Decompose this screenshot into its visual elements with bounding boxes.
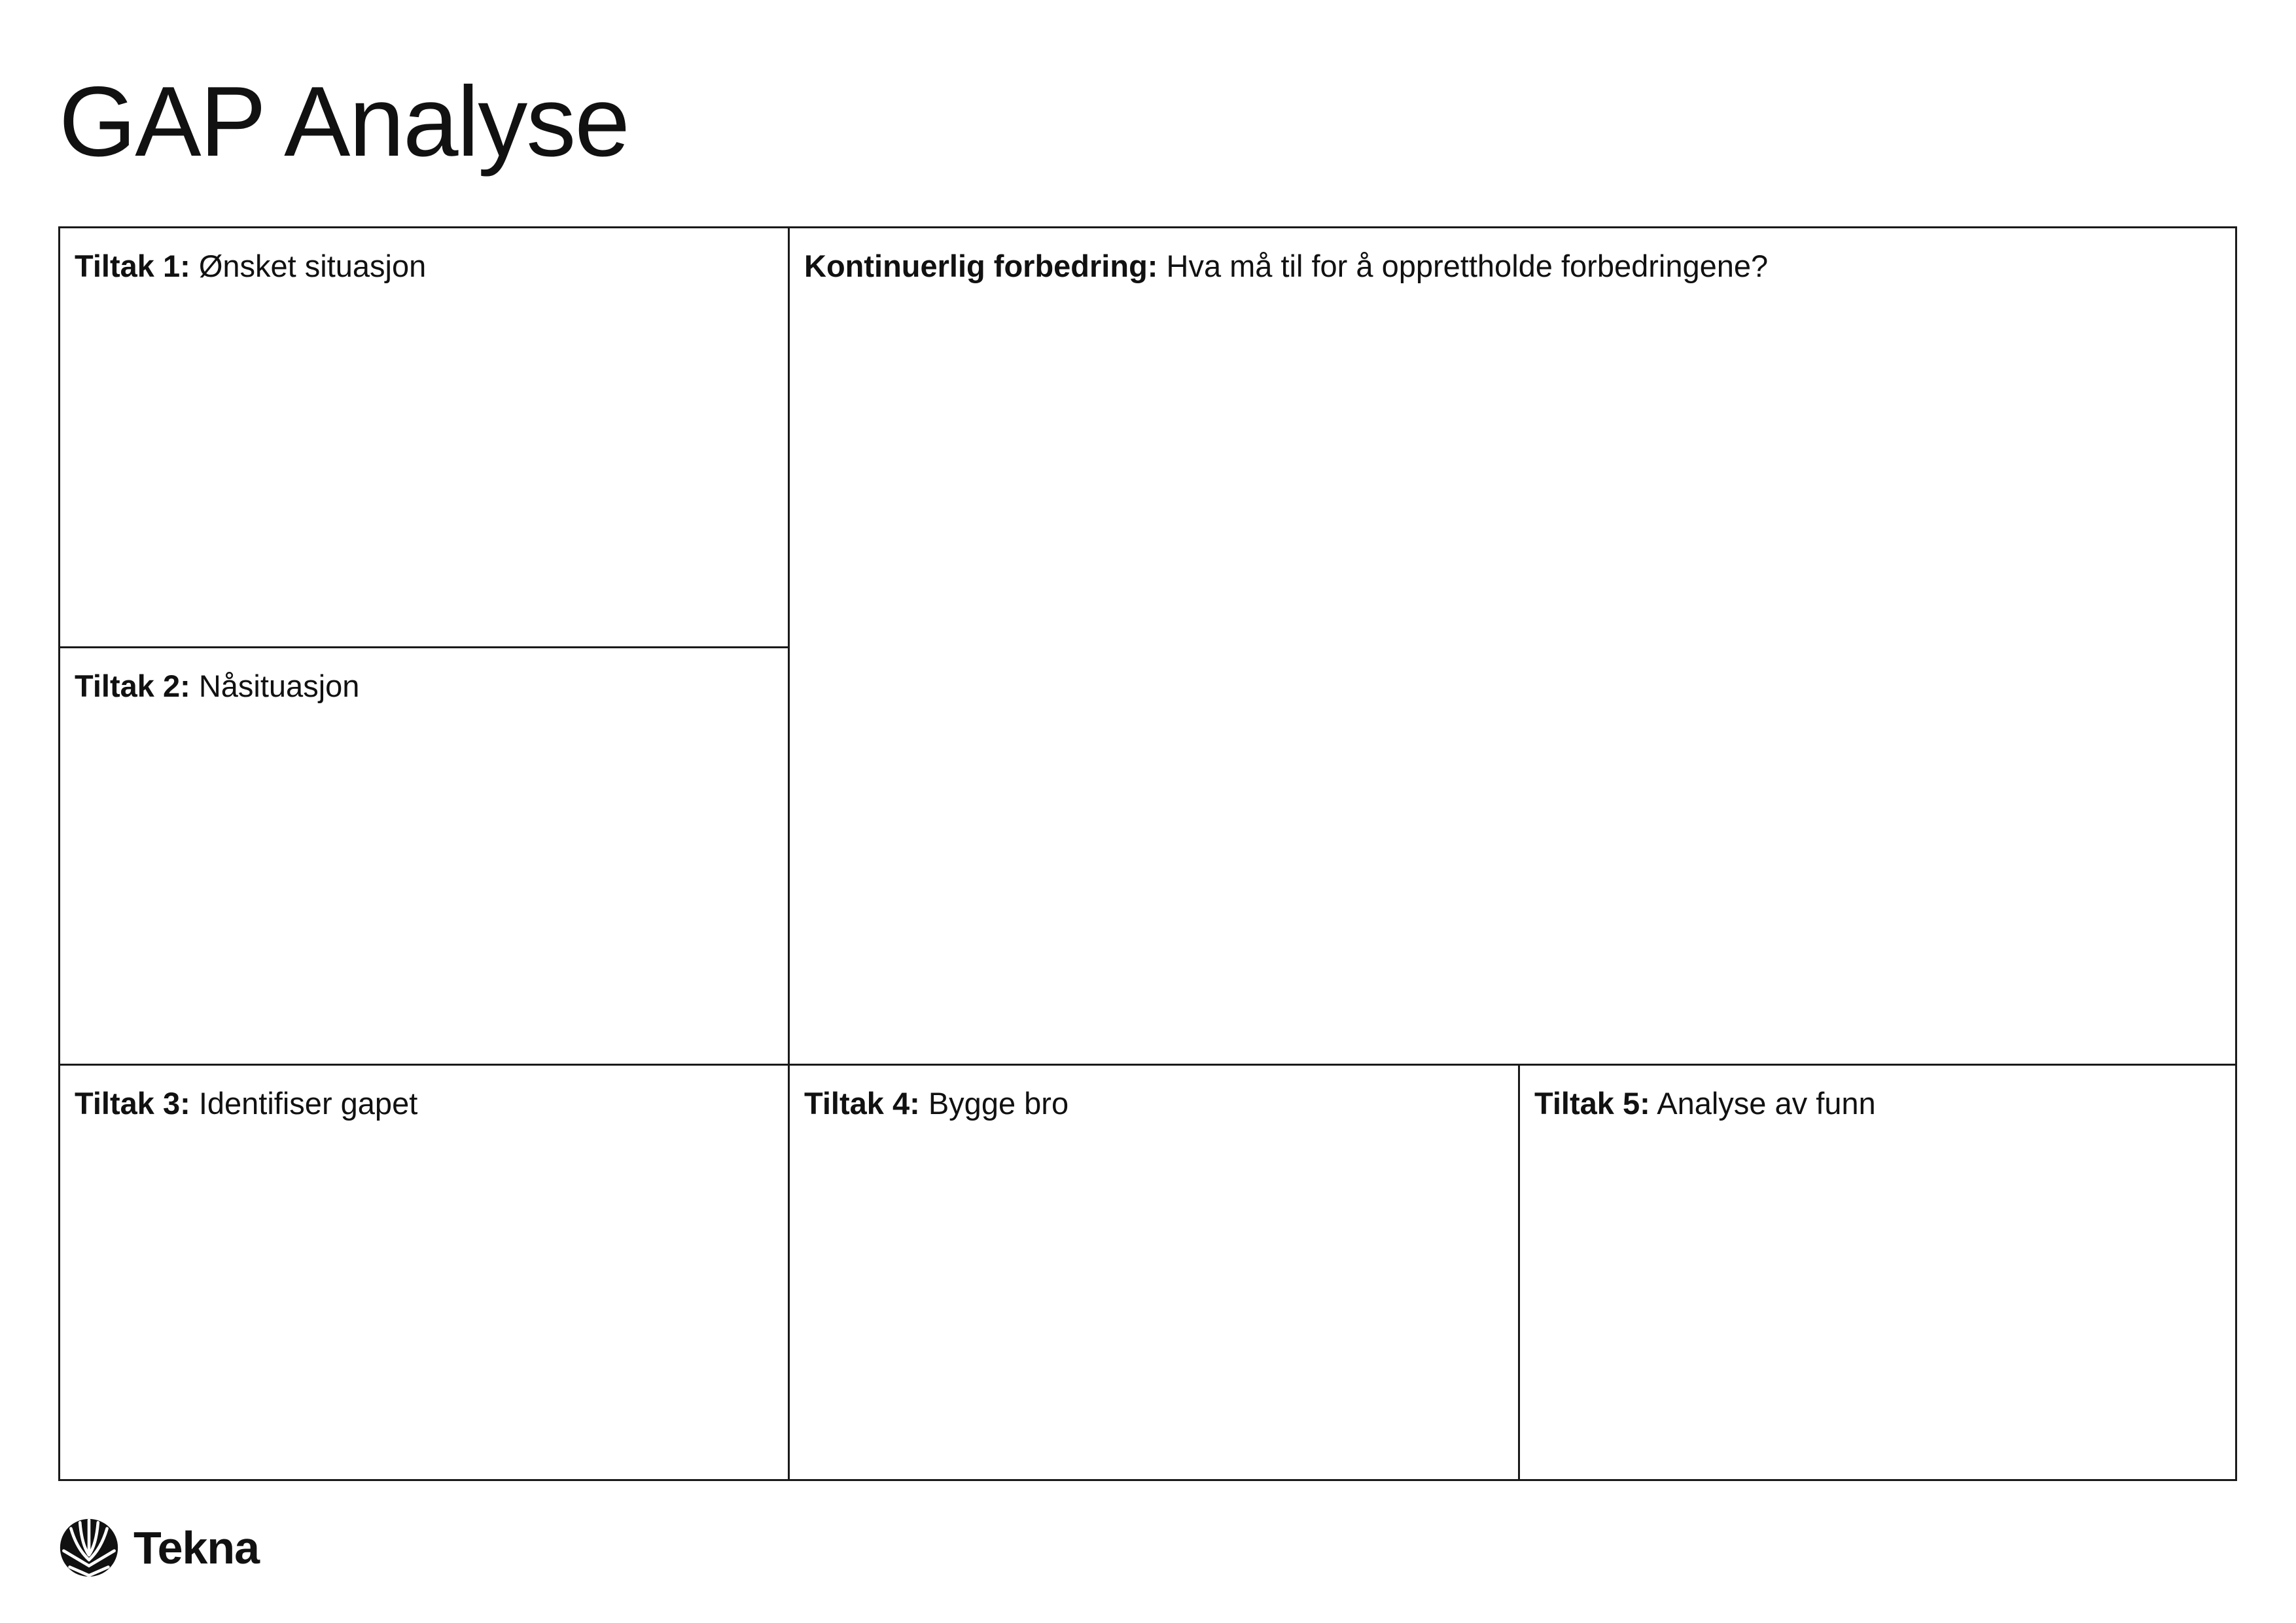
cell-text: Analyse av funn [1657, 1086, 1876, 1121]
tekna-logo-text: Tekna [133, 1522, 260, 1573]
tekna-logo-icon [59, 1518, 119, 1578]
cell-label: Kontinuerlig forbedring: [804, 249, 1158, 283]
cell-label: Tiltak 3: [75, 1086, 190, 1121]
cell-label: Tiltak 1: [75, 249, 190, 283]
cell-text: Ønsket situasjon [198, 249, 427, 283]
cell-text: Hva må til for å opprettholde forbedringene? [1166, 249, 1769, 283]
cell-tiltak-3[interactable] [60, 1066, 788, 1479]
page-title: GAP Analyse [59, 66, 629, 177]
tekna-logo [59, 1516, 259, 1579]
cell-kontinuerlig-forbedring[interactable] [790, 228, 2235, 1064]
cell-label: Tiltak 2: [75, 669, 190, 703]
cell-tiltak-5[interactable] [1520, 1066, 2235, 1479]
cell-text: Identifiser gapet [198, 1086, 418, 1121]
cell-tiltak-4[interactable] [790, 1066, 1518, 1479]
cell-text: Nåsituasjon [198, 669, 360, 703]
cell-tiltak-2[interactable] [60, 648, 788, 1064]
gap-analysis-grid [58, 226, 2237, 1481]
cell-text: Bygge bro [928, 1086, 1069, 1121]
cell-label: Tiltak 4: [804, 1086, 920, 1121]
cell-tiltak-1[interactable] [60, 228, 788, 646]
cell-label: Tiltak 5: [1534, 1086, 1650, 1121]
